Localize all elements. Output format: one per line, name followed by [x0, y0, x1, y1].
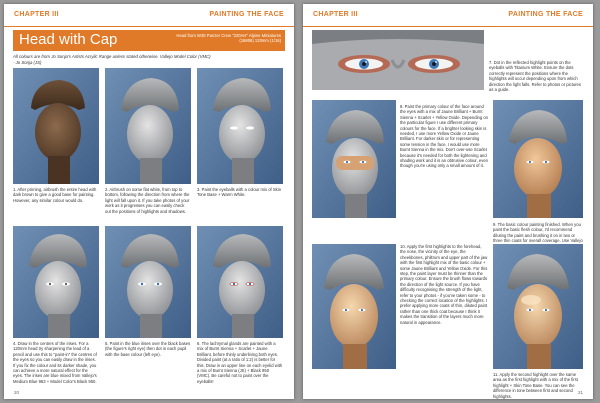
- step-2-photo: [105, 68, 191, 184]
- step-11-photo: [493, 244, 583, 369]
- page-number: 21: [577, 390, 583, 395]
- step-4-caption: 4. Draw in the centres of the irises. For a 120mm head try sharpening the lead of a pencil and use this to "paint-in" the centres of the eyes so you can easily draw in the irises. If you fix the colour and its darker shade, you can achieve a more natural effect for the eyes. The irises are blue mixed from Vallejo's Medium Blue 963 + Model Color's Black 950.: [13, 341, 97, 384]
- section-label: PAINTING THE FACE: [209, 11, 284, 18]
- step-10-photo: [312, 244, 396, 369]
- step-10-caption: 10. Apply the first highlights to the forehead, the nose, the vicinity of the eye, the cheekbones, philtrum and upper part of the jaw with the first highlight mix of the basic colour + some Jaune Brilliant and Yellow Oxide. For this step, the paint layer must be thinner than the primary colour. Ensure the brush flows towards the direction of the light source. If you have difficulty recognising the strength of the light, refer to your photos - if you've taken some - to checking the correct location of the highlights. I prefer applying more coats of thin, diluted paint rather than one thick coat because I think it makes the transition of the layers much more natural in appearance.: [400, 244, 488, 325]
- chapter-label: CHAPTER III: [313, 11, 358, 18]
- step-4-photo: [13, 226, 99, 338]
- step-5-photo: [105, 226, 191, 338]
- step-7-eyes-closeup-photo: [312, 30, 484, 90]
- step-1-caption: 1. After priming, airbrush the entire head with dark brown to give a good base for painting. However, any similar colour would do.: [13, 187, 97, 203]
- page-header: [4, 4, 294, 27]
- step-9-caption: 9. The basic colour painting finished. When you paint the basic flesh colour, I'd recommend diluting the paint and brushing it on in two or three thin coats for overall coverage. Use Vallejo: [493, 222, 583, 244]
- step-5-caption: 5. Paint in the blue irises over the black bases (the figure's right eye) then dot in each pupil with the base colour (left eye).: [105, 341, 191, 357]
- step-6-caption: 6. The lachrymal glands are painted with a mix of Burnt Sienna + Scarlet + Jaune Brilliant, before thinly underlining both eyes. Divided paint (at a ratio of 1:2) is better for this. Draw in an upper line on each eyelid with a mix of Burnt Sienna (JS) + Black 950 (VMC). Be careful not to paint over the eyeballs!: [197, 341, 283, 384]
- step-8-photo: [312, 100, 396, 218]
- intro-note: All colours are from Jo Sonja's Artists Acrylic Range unless stated otherwise. Vallejo Model Color (VMC) - Jo Sonja (JS): [13, 54, 211, 65]
- step-3-photo: [197, 68, 283, 184]
- step-8-caption: 8. Paint the primary colour of the face around the eyes with a mix of Jaune Brilliant + Burnt Sienna + Scarlet + Yellow Oxide. Depending on the particular figure I use different primary colours for the face. If a brighter looking skin is needed, I use more Yellow Oxide or Jaune Brilliant. For darker skin or for representing some tension in the face, I would use more Burnt Sienna in the mix. Don't over-use Scarlet because it's needed for both the lightening and shading work and it is an obtrusive colour, even though you're using only a small amount of it.: [400, 104, 488, 169]
- left-page: [4, 4, 294, 399]
- chapter-label: CHAPTER III: [14, 11, 59, 18]
- right-page: [303, 4, 593, 399]
- section-label: PAINTING THE FACE: [508, 11, 583, 18]
- page-header: [303, 4, 593, 27]
- page-number: 20: [14, 390, 20, 395]
- model-info: Head from W35 Panzer Crew "220AH" Alpine Miniatures (16806) 120mm (1/16): [176, 33, 281, 44]
- step-1-photo: [13, 68, 99, 184]
- step-6-photo: [197, 226, 283, 338]
- step-9-photo: [493, 100, 583, 218]
- step-2-caption: 2. Airbrush on some flat white, from top to bottom, following the direction from where the light will fall upon it. If you take photos of your work as it progresses you can easily check out the positions of highlights and shadows.: [105, 187, 190, 214]
- step-11-caption: 11. Apply the second highlight over the same area as the first highlight with a mix of the first highlight + Skin Tone Base. You can see the difference in tone between first and second highlights.: [493, 372, 578, 399]
- title-bar: [13, 30, 285, 51]
- step-3-caption: 3. Paint the eyeballs with a colour mix of Skin Tone Base + Warm White.: [197, 187, 282, 198]
- step-7-caption: 7. Dot in the reflected highlight points on the eyeballs with Titanium White. Ensure the dots correctly represent the positions where the highlights will occur depending upon from which direction the light falls. Refer to photos or pictures as a guide.: [489, 60, 581, 93]
- page-title: Head with Cap: [19, 31, 118, 48]
